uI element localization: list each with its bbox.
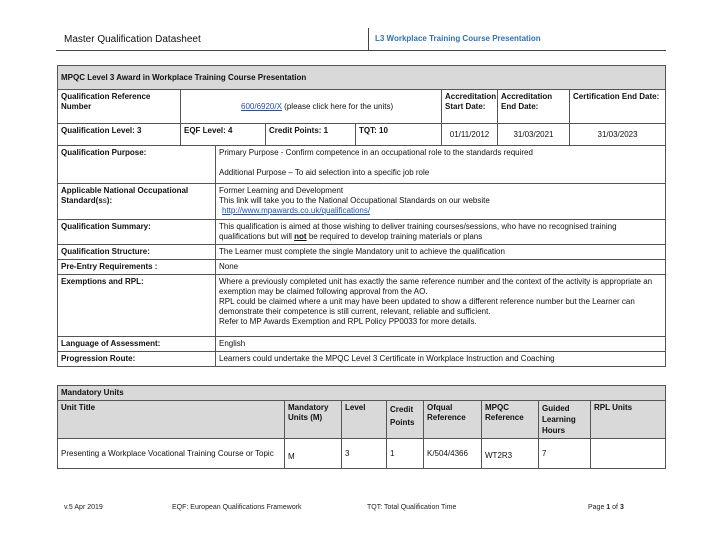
col-rpl: RPL Units — [591, 401, 666, 439]
purpose-additional: Additional Purpose – To aid selection into a specific job role — [219, 168, 430, 177]
exemptions-cell — [216, 275, 666, 337]
credit-label: Credit Points: 1 — [266, 124, 356, 146]
cell-credit: 1 — [387, 439, 424, 469]
nos-link[interactable]: http://www.mpawards.co.uk/qualifications/ — [222, 206, 371, 215]
tqt-label: TQT: 10 — [356, 124, 442, 146]
cell-level: 3 — [342, 439, 387, 469]
col-credit: Credit Points — [387, 401, 424, 439]
summary-cell: This qualification is aimed at those wishing to deliver training courses/sessions, who have no recognised training qualifications but will not be required to develop training materials or plans — [216, 220, 666, 245]
level-label: Qualification Level: 3 — [58, 124, 181, 146]
header-left-title: Master Qualification Datasheet — [64, 34, 201, 45]
col-unit-title: Unit Title — [58, 401, 285, 439]
section-title: MPQC Level 3 Award in Workplace Training Course Presentation — [58, 66, 666, 90]
footer-tqt: TQT: Total Qualification Time — [367, 504, 457, 511]
ref-label: Qualification Reference Number — [58, 90, 181, 124]
structure-label: Qualification Structure: — [58, 245, 216, 260]
cell-ofqual: K/504/4366 — [424, 439, 482, 469]
table-row — [58, 439, 666, 469]
col-mandatory: Mandatory Units (M) — [285, 401, 342, 439]
ref-note: (please click here for the units) — [284, 101, 394, 111]
ref-link[interactable]: 600/6920/X — [241, 101, 282, 111]
accr-start-label: Accreditation Start Date: — [442, 90, 498, 124]
summary-label: Qualification Summary: — [58, 220, 216, 245]
exemptions-text2: RPL could be claimed where a unit may have been updated to show a different reference number but the Learner can demonstrate their competence is still current, relevant, reliable and sufficient. — [219, 297, 635, 316]
cell-rpl — [591, 439, 666, 469]
cell-unit-title: Presenting a Workplace Vocational Training Course or Topic — [58, 439, 285, 469]
nos-line1: Former Learning and Development — [219, 186, 344, 195]
accr-end-label: Accreditation End Date: — [498, 90, 570, 124]
preentry-label: Pre-Entry Requirements : — [58, 260, 216, 275]
units-table — [57, 385, 666, 469]
col-glh: Guided Learning Hours — [539, 401, 591, 439]
purpose-primary: Primary Purpose - Confirm competence in an occupational role to the standards required — [219, 148, 533, 157]
language-text: English — [216, 337, 666, 352]
summary-not: not — [294, 232, 307, 241]
purpose-cell — [216, 146, 666, 184]
language-label: Language of Assessment: — [58, 337, 216, 352]
footer-page: Page 1 of 3 — [588, 504, 624, 511]
exemptions-text1: Where a previously completed unit has exactly the same reference number and the context of the activity is appropriate an exemption may be claimed following approval from the AO. — [219, 277, 653, 296]
eqf-label: EQF Level: 4 — [181, 124, 266, 146]
cell-glh: 7 — [539, 439, 591, 469]
cert-end-value: 31/03/2023 — [570, 124, 666, 146]
col-level: Level — [342, 401, 387, 439]
accr-end-value: 31/03/2021 — [498, 124, 570, 146]
col-mpqc: MPQC Reference — [482, 401, 539, 439]
qualification-table — [57, 65, 666, 367]
exemptions-label: Exemptions and RPL: — [58, 275, 216, 337]
footer-eqf: EQF: European Qualifications Framework — [172, 504, 302, 511]
progression-label: Progression Route: — [58, 352, 216, 367]
cell-mpqc: WT2R3 — [482, 439, 539, 469]
cert-end-label: Certification End Date: — [570, 90, 666, 124]
cell-mandatory: M — [285, 439, 342, 469]
purpose-label: Qualification Purpose: — [58, 146, 216, 184]
units-section-title: Mandatory Units — [58, 386, 666, 401]
nos-label: Applicable National Occupational Standard(ss): — [58, 184, 216, 220]
exemptions-text3: Refer to MP Awards Exemption and RPL Policy PP0033 for more details. — [219, 317, 477, 326]
progression-text: Learners could undertake the MPQC Level 3 Certificate in Workplace Instruction and Coaching — [216, 352, 666, 367]
preentry-text: None — [216, 260, 666, 275]
col-ofqual: Ofqual Reference — [424, 401, 482, 439]
header-divider — [56, 50, 666, 51]
accr-start-value: 01/11/2012 — [442, 124, 498, 146]
ref-cell — [181, 90, 442, 124]
nos-line2: This link will take you to the National Occupational Standards on our website — [219, 196, 490, 205]
header-right-title: L3 Workplace Training Course Presentation — [368, 28, 668, 50]
nos-cell — [216, 184, 666, 220]
units-header-row — [58, 401, 666, 439]
structure-text: The Learner must complete the single Mandatory unit to achieve the qualification — [216, 245, 666, 260]
footer-version: v.5 Apr 2019 — [64, 504, 103, 511]
